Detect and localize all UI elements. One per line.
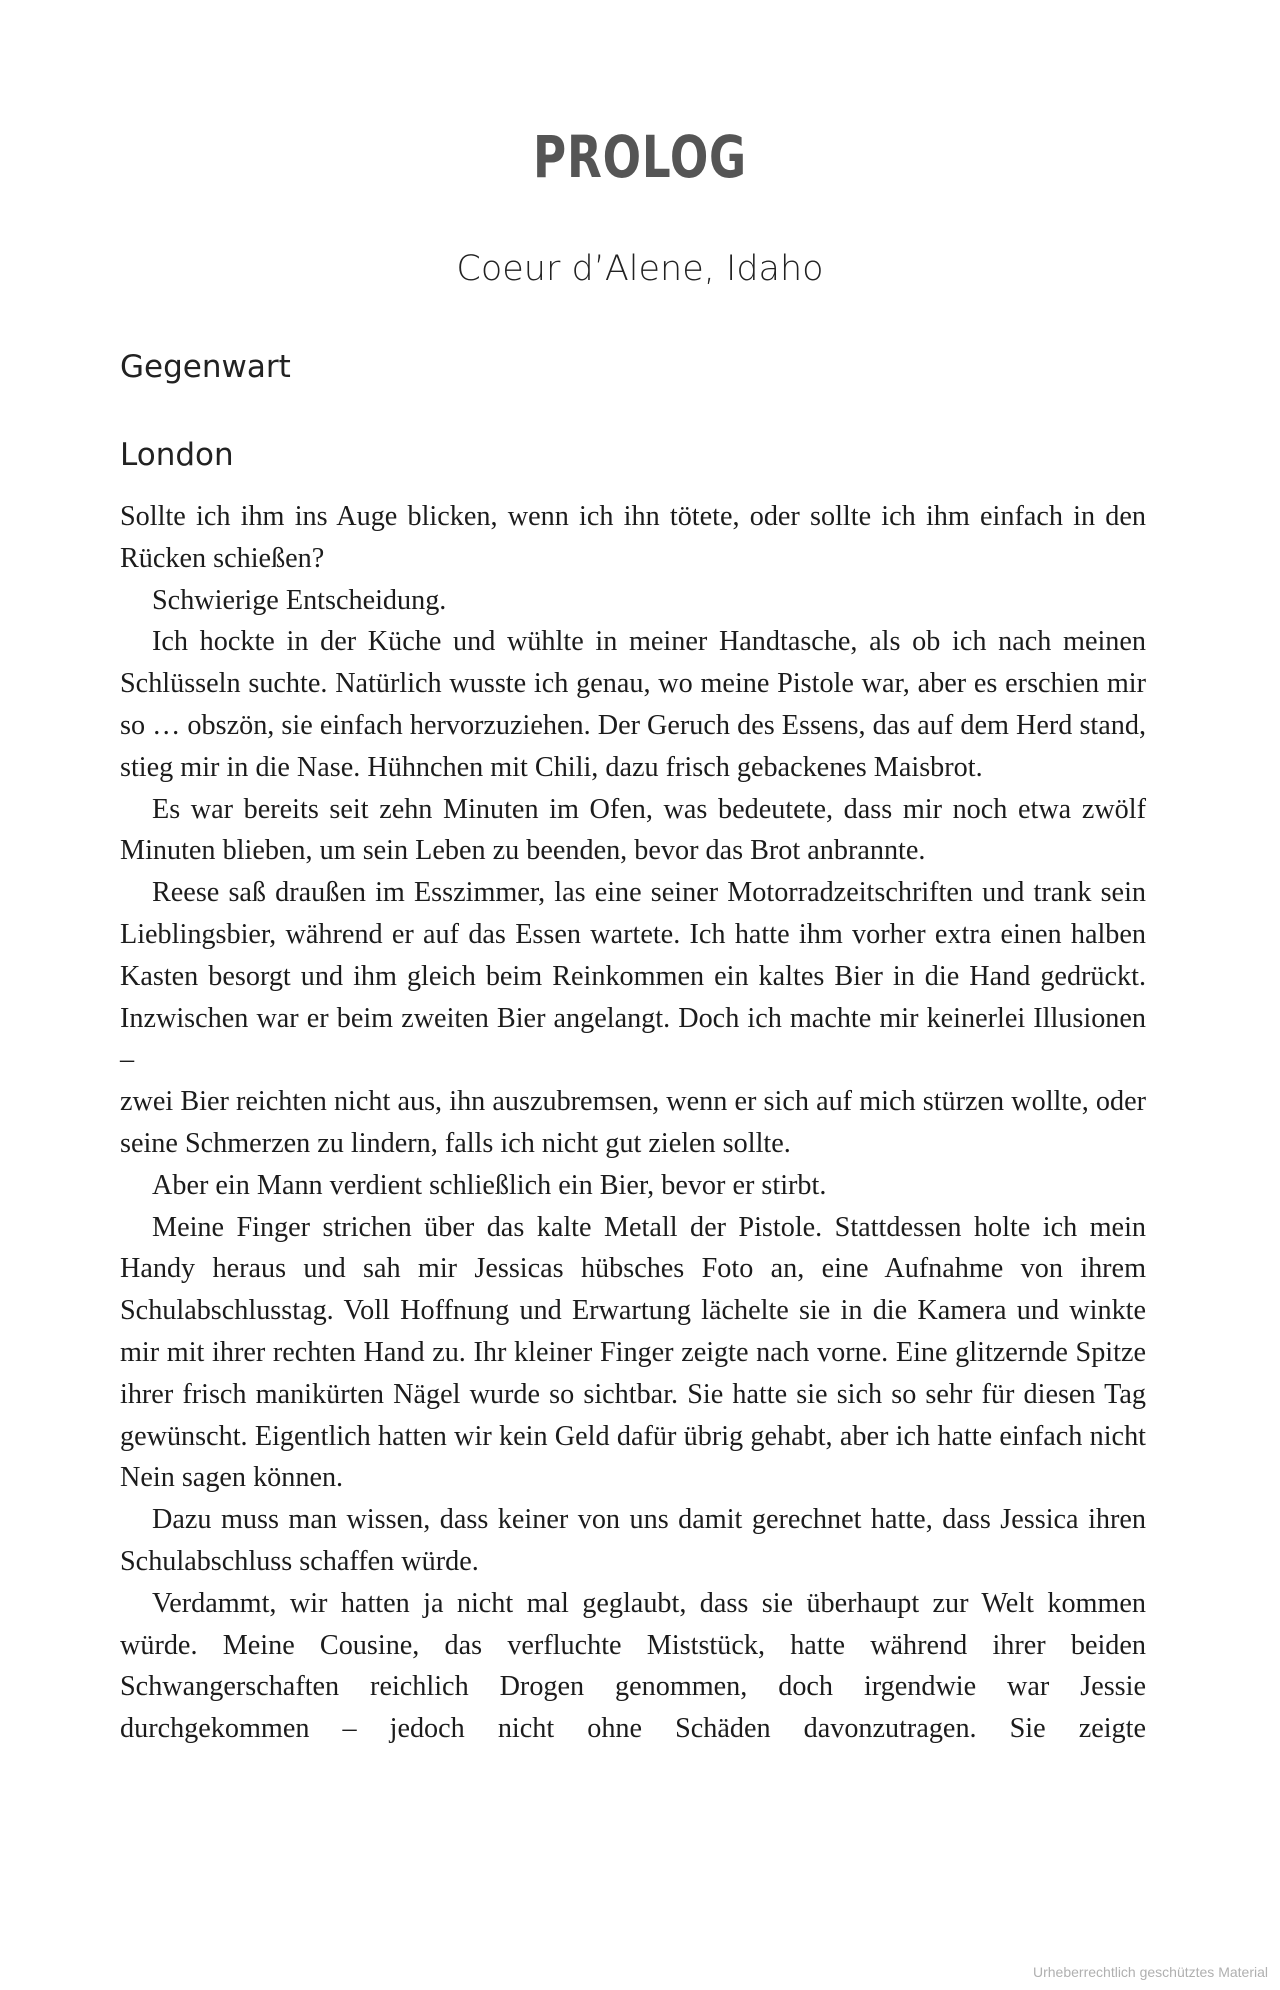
chapter-title: PROLOG bbox=[533, 123, 747, 191]
paragraph: Meine Finger strichen über das kalte Metall der Pistole. Stattdessen holte ich mein Handy heraus und sah mir Jessicas hübsches Foto an, eine Aufnahme von ihrem Schulabschlusstag. Voll Hoffnung und Erwartung lächelte sie in die Kamera und winkte mir mit ihrer rechten Hand zu. Ihr kleiner Finger zeigte nach vorne. Eine glitzernde Spitze ihrer frisch manikürten Nägel wurde so sichtbar. Sie hatte sie sich so sehr für diesen Tag gewünscht. Eigentlich hatten wir kein Geld dafür übrig gehabt, aber ich hatte einfach nicht Nein sagen können. bbox=[120, 1211, 1146, 1494]
place-subheading: London bbox=[120, 437, 234, 473]
chapter-location: Coeur d’Alene, Idaho bbox=[456, 249, 824, 289]
paragraph: Es war bereits seit zehn Minuten im Ofen, was bedeutete, dass mir noch etwa zwölf Minuten blieben, um sein Leben zu beenden, bevor das Brot anbrannte. bbox=[120, 793, 1146, 867]
paragraph: Verdammt, wir hatten ja nicht mal geglaubt, dass sie überhaupt zur Welt kommen würde. Meine Cousine, das verfluchte Miststück, hatte während ihrer beiden Schwangerschaften reichlich Drogen genommen, doch irgendwie war Jessie durchgekommen – jedoch nicht ohne Schäden davonzutragen. Sie zeigte bbox=[120, 1587, 1146, 1745]
paragraph: Schwierige Entscheidung. bbox=[152, 584, 447, 616]
paragraph: Ich hockte in der Küche und wühlte in meiner Handtasche, als ob ich nach meinen Schlüsseln suchte. Natürlich wusste ich genau, wo meine Pistole war, aber es erschien mir so … obszön, sie einfach hervorzuziehen. Der Geruch des Essens, das auf dem Herd stand, stieg mir in die Nase. Hühnchen mit Chili, dazu frisch gebackenes Maisbrot. bbox=[120, 626, 1146, 783]
time-subheading: Gegenwart bbox=[120, 349, 291, 385]
paragraph: zwei Bier reichten nicht aus, ihn auszubremsen, wenn er sich auf mich stürzen wollte, oder seine Schmerzen zu lindern, falls ich nicht gut zielen sollte. bbox=[120, 1086, 1146, 1159]
paragraph: Aber ein Mann verdient schließlich ein Bier, bevor er stirbt. bbox=[152, 1169, 827, 1201]
copyright-watermark: Urheberrechtlich geschütztes Material bbox=[1033, 1964, 1268, 1980]
paragraph: Reese saß draußen im Esszimmer, las eine seiner Motorradzeitschriften und trank sein Lieblingsbier, während er auf das Essen wartete. Ich hatte ihm vorher extra einen halben Kasten besorgt und ihm gleich beim Reinkommen ein kaltes Bier in die Hand gedrückt. Inzwischen war er beim zweiten Bier angelangt. Doch ich machte mir keinerlei Illusionen – bbox=[120, 877, 1146, 1076]
body-text bbox=[120, 496, 1146, 1750]
paragraph: Sollte ich ihm ins Auge blicken, wenn ich ihn tötete, oder sollte ich ihm einfach in den Rücken schießen? bbox=[120, 501, 1146, 574]
paragraph: Dazu muss man wissen, dass keiner von uns damit gerechnet hatte, dass Jessica ihren Schulabschluss schaffen würde. bbox=[120, 1504, 1146, 1577]
